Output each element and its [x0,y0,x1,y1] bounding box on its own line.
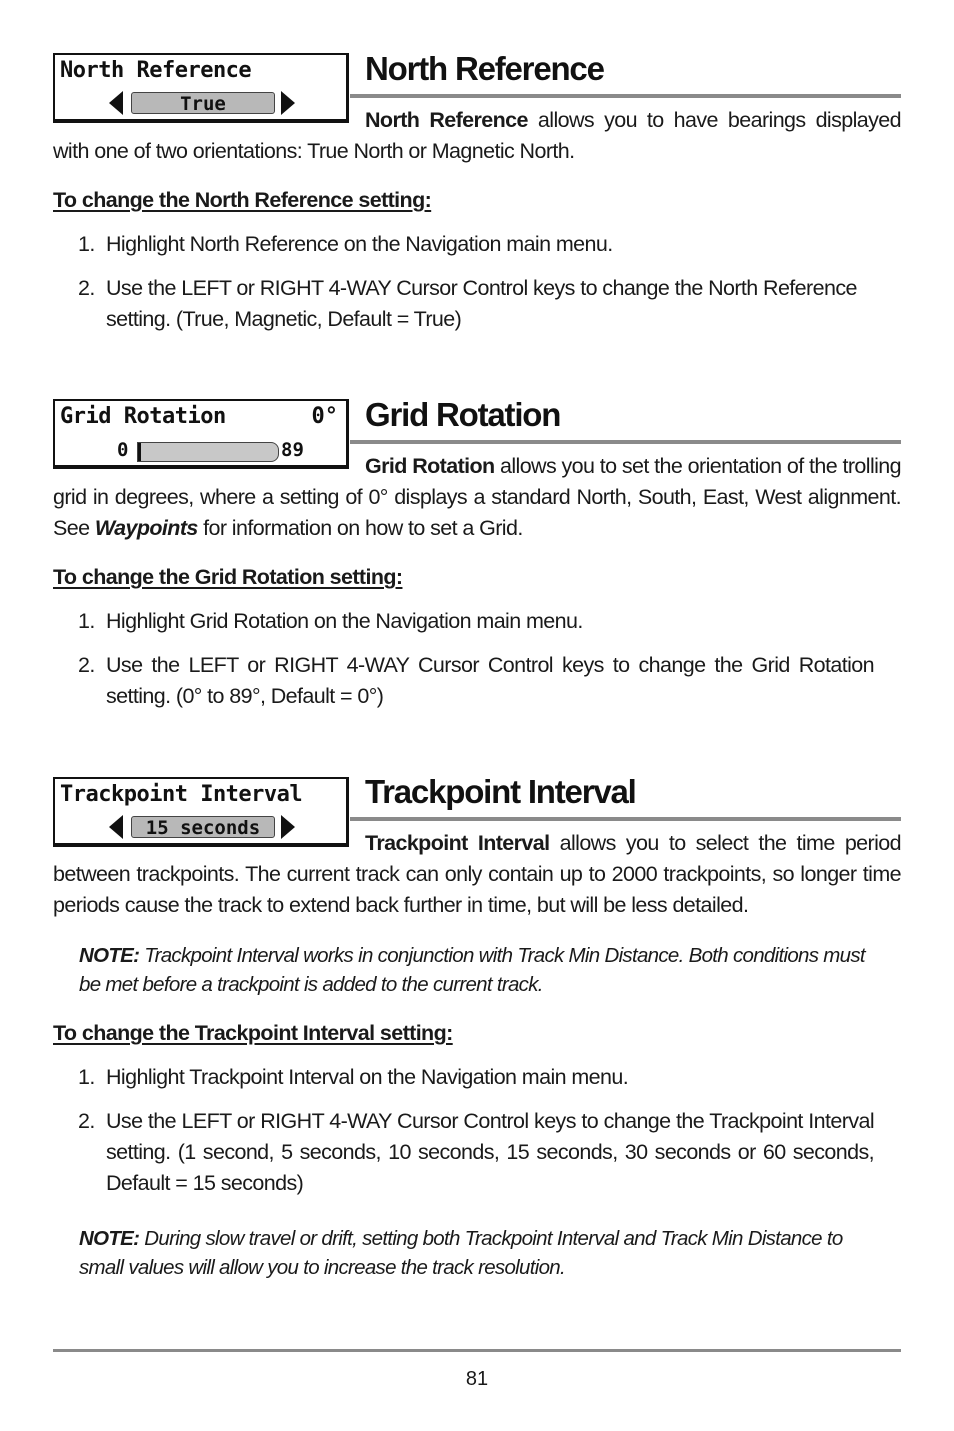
widget-value: 0° [311,404,338,429]
footer-rule [53,1349,901,1352]
note-label: NOTE: [79,944,140,967]
note-label: NOTE: [79,1227,140,1250]
step-number: 1. [78,232,95,256]
step-number: 2. [78,276,95,300]
intro-text-end: for information on how to set a Grid. [203,516,523,540]
section-heading: North Reference [365,50,604,87]
step-text: Use the LEFT or RIGHT 4-WAY Cursor Control keys to change the Trackpoint Interval setting. (1 second, 5 seconds, 10 seconds, 15 seconds, 30 seconds or 60 seconds, Default = 15 seconds) [106,1109,874,1195]
list-item [78,1062,874,1093]
note-text: Trackpoint Interval works in conjunction with Track Min Distance. Both conditions must be met before a trackpoint is added to the current track. [79,944,865,996]
heading-rule [350,440,901,444]
note [79,1224,875,1282]
section-heading: Trackpoint Interval [365,773,636,810]
widget-value: 15 seconds [131,816,275,838]
note-text: During slow travel or drift, setting both Trackpoint Interval and Track Min Distance to small values will allow you to increase the track resolution. [79,1227,843,1279]
list-item [78,273,874,335]
list-item [78,1106,874,1199]
step-number: 1. [78,609,95,633]
widget-title: Trackpoint Interval [60,782,303,807]
step-text: Highlight North Reference on the Navigation main menu. [106,232,613,256]
intro-term: Grid Rotation [365,454,495,478]
step-number: 2. [78,653,95,677]
subheading: To change the North Reference setting: [53,188,432,212]
step-text: Highlight Trackpoint Interval on the Navigation main menu. [106,1065,629,1089]
note [79,941,875,999]
list-item [78,229,874,260]
intro-term: North Reference [365,108,528,132]
list-item [78,606,874,637]
heading-rule [350,817,901,821]
intro-paragraph [53,451,901,544]
step-number: 2. [78,1109,95,1133]
widget-value: True [131,92,275,114]
step-text: Use the LEFT or RIGHT 4-WAY Cursor Control keys to change the North Reference setting. (True, Magnetic, Default = True) [106,276,857,331]
intro-paragraph [53,828,901,921]
intro-text: allows you to select the time period between trackpoints. The current track can only contain up to 2000 trackpoints, so longer time periods cause the track to extend back further in time, but will be less detailed. [53,831,901,917]
step-text: Highlight Grid Rotation on the Navigation main menu. [106,609,583,633]
step-number: 1. [78,1065,95,1089]
slider-max-label: 89 [281,439,304,461]
widget-title: North Reference [60,58,252,83]
subheading: To change the Grid Rotation setting: [53,565,403,589]
slider-min-label: 0 [117,439,129,461]
page-number: 81 [465,1368,489,1390]
section-heading: Grid Rotation [365,396,561,433]
intro-paragraph [53,105,901,167]
intro-term: Trackpoint Interval [365,831,550,855]
step-text: Use the LEFT or RIGHT 4-WAY Cursor Control keys to change the Grid Rotation setting. (0° to 89°, Default = 0°) [106,653,874,708]
intro-text: allows you to have bearings displayed with one of two orientations: True North or Magnetic North. [53,108,902,163]
list-item [78,650,874,712]
subheading: To change the Trackpoint Interval setting: [53,1021,453,1045]
heading-rule [350,94,901,98]
cross-reference: Waypoints [94,516,198,540]
intro-text: allows you to set the orientation of the trolling grid in degrees, where a setting of 0° displays a standard North, South, East, West alignment. See [53,454,902,540]
widget-title: Grid Rotation [60,404,226,429]
